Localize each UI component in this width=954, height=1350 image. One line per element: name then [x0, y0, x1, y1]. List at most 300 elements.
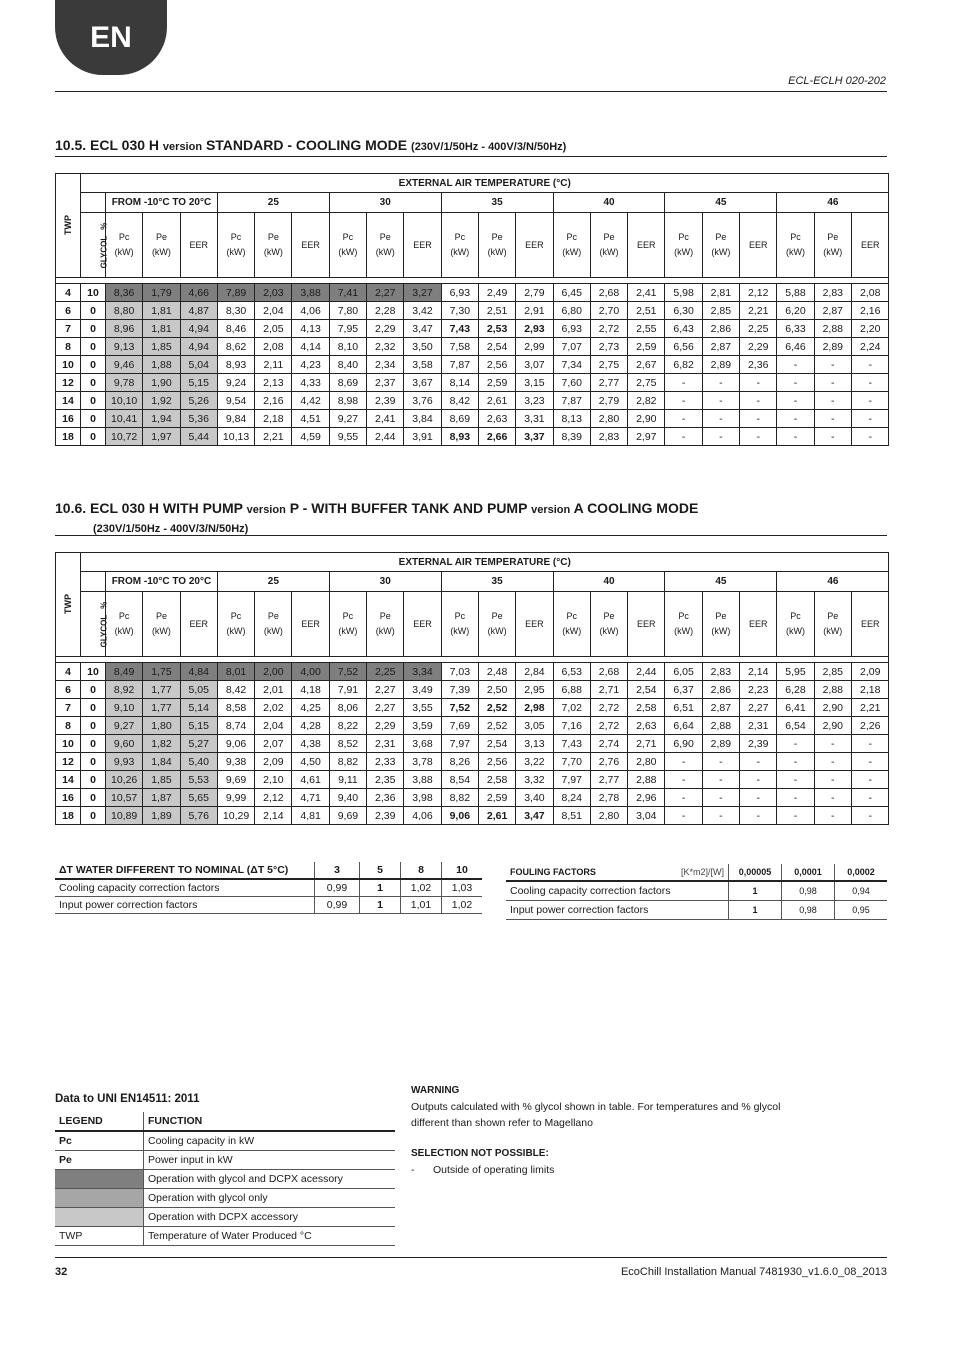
twp-cell: 8	[56, 717, 81, 735]
pc-unit: (kW)	[674, 247, 694, 257]
temperature-header: 25	[217, 193, 329, 213]
value-cell: 2,52	[478, 699, 515, 717]
pc-unit: (kW)	[450, 247, 470, 257]
value-cell: 2,51	[628, 302, 665, 320]
value-cell: 2,99	[516, 338, 553, 356]
value-cell: 7,70	[553, 753, 590, 771]
section-version-word: version	[246, 504, 286, 516]
value-cell: 4,06	[404, 807, 441, 825]
value-cell: 8,30	[217, 302, 254, 320]
value-cell: 2,04	[255, 717, 292, 735]
value-cell: -	[665, 410, 702, 428]
value-cell: 8,69	[329, 374, 366, 392]
section-title-10-5	[55, 137, 566, 153]
pe-label: Pe	[491, 232, 503, 242]
pe-label: Pe	[267, 232, 279, 242]
value-cell: 8,26	[441, 753, 478, 771]
value-cell: 8,51	[553, 807, 590, 825]
value-cell: 9,78	[106, 374, 143, 392]
delta-t-value: 1,02	[442, 897, 483, 914]
value-cell: 6,90	[665, 735, 702, 753]
table-row	[56, 284, 889, 302]
value-cell: 7,03	[441, 663, 478, 681]
eer-header: EER	[292, 213, 329, 278]
fouling-value: 1	[729, 881, 782, 901]
value-cell: 3,49	[404, 681, 441, 699]
value-cell: 6,20	[777, 302, 814, 320]
value-cell: 4,38	[292, 735, 329, 753]
value-cell: 1,85	[143, 771, 180, 789]
value-cell: -	[702, 807, 739, 825]
value-cell: 4,28	[292, 717, 329, 735]
section-title-10-6	[55, 500, 698, 516]
value-cell: -	[777, 789, 814, 807]
delta-t-value: 1	[360, 879, 401, 897]
pe-unit: (kW)	[375, 626, 395, 636]
value-cell: 3,59	[404, 717, 441, 735]
value-cell: 6,28	[777, 681, 814, 699]
value-cell: 2,11	[255, 356, 292, 374]
selection-text: Outside of operating limits	[433, 1164, 555, 1176]
fouling-col: 0,0002	[835, 864, 888, 881]
glycol-cell: 0	[81, 374, 106, 392]
glycol-unit: %	[99, 222, 109, 230]
legend-row	[55, 1131, 395, 1151]
value-cell: 6,82	[665, 356, 702, 374]
value-cell: -	[851, 374, 889, 392]
value-cell: 2,33	[367, 753, 404, 771]
value-cell: 2,29	[367, 320, 404, 338]
table-row	[56, 663, 889, 681]
value-cell: 2,16	[851, 302, 889, 320]
value-cell: 2,09	[851, 663, 889, 681]
value-cell: 7,87	[441, 356, 478, 374]
value-cell: -	[740, 428, 777, 446]
value-cell: 2,02	[255, 699, 292, 717]
pc-unit: (kW)	[785, 247, 805, 257]
value-cell: 2,86	[702, 681, 739, 699]
value-cell: 7,43	[553, 735, 590, 753]
fouling-factors-table	[506, 864, 887, 920]
value-cell: 3,22	[516, 753, 553, 771]
value-cell: 6,37	[665, 681, 702, 699]
value-cell: -	[851, 410, 889, 428]
value-cell: 3,15	[516, 374, 553, 392]
value-cell: 2,85	[702, 302, 739, 320]
value-cell: 2,31	[740, 717, 777, 735]
eer-header: EER	[180, 592, 217, 657]
value-cell: 2,59	[628, 338, 665, 356]
header-rule	[55, 91, 887, 92]
pe-header	[143, 592, 180, 657]
value-cell: 2,54	[478, 735, 515, 753]
glycol-cell: 0	[81, 356, 106, 374]
delta-t-value: 0,99	[315, 879, 360, 897]
value-cell: 2,54	[628, 681, 665, 699]
value-cell: 2,25	[367, 663, 404, 681]
value-cell: 8,80	[106, 302, 143, 320]
value-cell: 2,79	[590, 392, 627, 410]
value-cell: 10,29	[217, 807, 254, 825]
value-cell: 3,47	[516, 807, 553, 825]
glycol-cell: 0	[81, 681, 106, 699]
pe-label: Pe	[603, 232, 615, 242]
page-number: 32	[55, 1266, 68, 1278]
value-cell: 4,13	[292, 320, 329, 338]
glycol-cell: 10	[81, 663, 106, 681]
section-number: 10.5.	[55, 137, 87, 153]
pe-header	[814, 592, 851, 657]
table-row	[56, 410, 889, 428]
value-cell: 2,07	[255, 735, 292, 753]
value-cell: 2,14	[255, 807, 292, 825]
value-cell: 3,31	[516, 410, 553, 428]
glycol-header	[81, 592, 109, 657]
value-cell: 6,53	[553, 663, 590, 681]
twp-cell: 4	[56, 663, 81, 681]
legend-table	[55, 1112, 395, 1246]
value-cell: 8,93	[217, 356, 254, 374]
value-cell: 6,05	[665, 663, 702, 681]
value-cell: 2,90	[814, 699, 851, 717]
value-cell: 2,12	[255, 789, 292, 807]
value-cell: 2,76	[590, 753, 627, 771]
twp-cell: 16	[56, 410, 81, 428]
value-cell: 2,10	[255, 771, 292, 789]
value-cell: -	[702, 428, 739, 446]
value-cell: 2,56	[478, 753, 515, 771]
value-cell: 1,75	[143, 663, 180, 681]
value-cell: 9,06	[441, 807, 478, 825]
performance-table-pump	[55, 552, 889, 825]
value-cell: 2,86	[702, 320, 739, 338]
glycol-cell: 0	[81, 771, 106, 789]
temperature-header: 46	[777, 572, 889, 592]
value-cell: 2,59	[478, 374, 515, 392]
value-cell: 2,89	[814, 338, 851, 356]
pc-unit: (kW)	[226, 247, 246, 257]
section-power-supply-line	[93, 519, 248, 535]
pc-label: Pc	[118, 611, 130, 621]
value-cell: 8,96	[106, 320, 143, 338]
temperature-header: 40	[553, 193, 665, 213]
pe-label: Pe	[827, 611, 839, 621]
value-cell: 8,92	[106, 681, 143, 699]
value-cell: 8,69	[441, 410, 478, 428]
value-cell: -	[665, 753, 702, 771]
value-cell: -	[814, 374, 851, 392]
value-cell: 10,26	[106, 771, 143, 789]
value-cell: 8,01	[217, 663, 254, 681]
pe-header	[143, 213, 180, 278]
value-cell: 8,82	[329, 753, 366, 771]
performance-table-standard	[55, 173, 889, 446]
value-cell: 9,11	[329, 771, 366, 789]
value-cell: 2,88	[628, 771, 665, 789]
value-cell: 9,40	[329, 789, 366, 807]
value-cell: 8,39	[553, 428, 590, 446]
value-cell: 8,14	[441, 374, 478, 392]
value-cell: 9,54	[217, 392, 254, 410]
value-cell: 9,27	[329, 410, 366, 428]
pc-label: Pc	[790, 232, 801, 242]
table-row	[56, 374, 889, 392]
pe-unit: (kW)	[599, 247, 619, 257]
value-cell: 4,18	[292, 681, 329, 699]
pc-label: Pc	[566, 232, 577, 242]
value-cell: 2,88	[814, 320, 851, 338]
temperature-header: 30	[329, 572, 441, 592]
glycol-cell: 0	[81, 807, 106, 825]
fouling-row-label: Input power correction factors	[506, 901, 729, 920]
value-cell: 5,95	[777, 663, 814, 681]
value-cell: 4,59	[292, 428, 329, 446]
pe-unit: (kW)	[823, 247, 843, 257]
value-cell: 4,84	[180, 663, 217, 681]
value-cell: 5,36	[180, 410, 217, 428]
value-cell: 2,55	[628, 320, 665, 338]
value-cell: 7,39	[441, 681, 478, 699]
pe-unit: (kW)	[263, 247, 283, 257]
value-cell: 2,08	[851, 284, 889, 302]
eer-header: EER	[740, 213, 777, 278]
language-label: EN	[90, 20, 132, 54]
pe-label: Pe	[155, 232, 167, 242]
pc-header	[329, 213, 366, 278]
value-cell: -	[740, 374, 777, 392]
value-cell: 8,62	[217, 338, 254, 356]
value-cell: 2,27	[367, 681, 404, 699]
delta-t-value: 0,99	[315, 897, 360, 914]
section-model: ECL 030 H	[90, 137, 160, 153]
section-power-supply: (230V/1/50Hz - 400V/3/N/50Hz)	[411, 141, 567, 153]
glycol-cell: 0	[81, 392, 106, 410]
pc-label: Pc	[230, 611, 242, 621]
value-cell: 10,41	[106, 410, 143, 428]
value-cell: 2,12	[740, 284, 777, 302]
value-cell: -	[851, 789, 889, 807]
value-cell: 2,24	[851, 338, 889, 356]
glycol-header-spacer	[81, 193, 106, 213]
value-cell: 6,45	[553, 284, 590, 302]
value-cell: 2,26	[851, 717, 889, 735]
section-rule	[55, 156, 887, 157]
value-cell: 8,22	[329, 717, 366, 735]
value-cell: 2,23	[740, 681, 777, 699]
glycol-cell: 0	[81, 302, 106, 320]
value-cell: 3,27	[404, 284, 441, 302]
value-cell: 8,98	[329, 392, 366, 410]
value-cell: 2,44	[367, 428, 404, 446]
table-row	[56, 320, 889, 338]
value-cell: 2,28	[367, 302, 404, 320]
value-cell: 3,50	[404, 338, 441, 356]
twp-cell: 12	[56, 753, 81, 771]
fouling-value: 0,98	[782, 901, 835, 920]
value-cell: 2,82	[628, 392, 665, 410]
value-cell: 5,44	[180, 428, 217, 446]
value-cell: -	[740, 789, 777, 807]
value-cell: -	[740, 771, 777, 789]
twp-header-label: TWP	[63, 594, 73, 614]
value-cell: 8,42	[441, 392, 478, 410]
glycol-cell: 0	[81, 410, 106, 428]
value-cell: 2,61	[478, 392, 515, 410]
pc-header	[441, 213, 478, 278]
value-cell: 1,82	[143, 735, 180, 753]
pe-header	[478, 213, 515, 278]
value-cell: 2,39	[367, 392, 404, 410]
table-row	[56, 717, 889, 735]
value-cell: -	[740, 753, 777, 771]
value-cell: 2,58	[628, 699, 665, 717]
value-cell: 10,89	[106, 807, 143, 825]
value-cell: 2,18	[255, 410, 292, 428]
value-cell: -	[777, 392, 814, 410]
value-cell: 10,13	[217, 428, 254, 446]
value-cell: 2,37	[367, 374, 404, 392]
value-cell: 8,54	[441, 771, 478, 789]
pe-unit: (kW)	[375, 247, 395, 257]
value-cell: 1,81	[143, 302, 180, 320]
value-cell: 9,99	[217, 789, 254, 807]
table-row	[56, 789, 889, 807]
value-cell: 2,27	[740, 699, 777, 717]
pe-unit: (kW)	[151, 247, 171, 257]
value-cell: 3,47	[404, 320, 441, 338]
value-cell: 7,97	[553, 771, 590, 789]
value-cell: 2,90	[628, 410, 665, 428]
value-cell: 4,71	[292, 789, 329, 807]
twp-cell: 14	[56, 771, 81, 789]
fouling-value: 0,95	[835, 901, 888, 920]
section-mode-suffix: A COOLING MODE	[573, 500, 699, 516]
temperature-header: 30	[329, 193, 441, 213]
glycol-cell: 0	[81, 699, 106, 717]
value-cell: 2,80	[628, 753, 665, 771]
value-cell: 7,91	[329, 681, 366, 699]
value-cell: 3,34	[404, 663, 441, 681]
value-cell: 3,58	[404, 356, 441, 374]
value-cell: -	[814, 771, 851, 789]
value-cell: 2,44	[628, 663, 665, 681]
legend-head-function: FUNCTION	[144, 1112, 396, 1131]
pc-header	[217, 592, 254, 657]
value-cell: 2,72	[590, 320, 627, 338]
twp-header	[56, 174, 81, 278]
legend-function: Temperature of Water Produced °C	[144, 1227, 396, 1246]
pe-label: Pe	[379, 611, 391, 621]
value-cell: 9,93	[106, 753, 143, 771]
value-cell: 7,87	[553, 392, 590, 410]
pc-header	[106, 213, 143, 278]
twp-cell: 8	[56, 338, 81, 356]
value-cell: 2,36	[740, 356, 777, 374]
value-cell: -	[665, 771, 702, 789]
value-cell: -	[814, 789, 851, 807]
pe-header	[255, 213, 292, 278]
fouling-unit: [K*m2]/[W]	[650, 864, 729, 881]
value-cell: 1,77	[143, 699, 180, 717]
pc-label: Pc	[118, 232, 130, 242]
warning-title: WARNING	[411, 1085, 460, 1096]
value-cell: 6,33	[777, 320, 814, 338]
pc-label: Pc	[230, 232, 242, 242]
temperature-header: FROM -10°C TO 20°C	[106, 572, 218, 592]
pc-header	[553, 592, 590, 657]
value-cell: 2,41	[367, 410, 404, 428]
glycol-cell: 0	[81, 428, 106, 446]
value-cell: 2,00	[255, 663, 292, 681]
value-cell: 2,49	[478, 284, 515, 302]
pc-unit: (kW)	[338, 247, 358, 257]
value-cell: -	[814, 410, 851, 428]
twp-cell: 16	[56, 789, 81, 807]
legend-function: Operation with glycol only	[144, 1189, 396, 1208]
glycol-unit: %	[99, 601, 109, 609]
value-cell: 4,00	[292, 663, 329, 681]
value-cell: 2,75	[628, 374, 665, 392]
fouling-value: 0,94	[835, 881, 888, 901]
pc-unit: (kW)	[114, 247, 134, 257]
delta-t-value: 1,03	[442, 879, 483, 897]
eer-header: EER	[851, 592, 889, 657]
value-cell: 2,73	[590, 338, 627, 356]
selection-item	[411, 1162, 791, 1178]
value-cell: 2,96	[628, 789, 665, 807]
value-cell: 2,80	[590, 410, 627, 428]
value-cell: 2,78	[590, 789, 627, 807]
glycol-header-label	[99, 601, 108, 647]
value-cell: 2,61	[478, 807, 515, 825]
value-cell: 7,34	[553, 356, 590, 374]
pc-label: Pc	[342, 611, 354, 621]
pc-header	[777, 213, 814, 278]
value-cell: 2,51	[478, 302, 515, 320]
legend-function: Power input in kW	[144, 1151, 396, 1170]
value-cell: 3,55	[404, 699, 441, 717]
value-cell: -	[814, 807, 851, 825]
pc-label: Pc	[678, 232, 689, 242]
twp-cell: 14	[56, 392, 81, 410]
eer-header: EER	[404, 592, 441, 657]
value-cell: -	[851, 753, 889, 771]
value-cell: 2,52	[478, 717, 515, 735]
glycol-cell: 10	[81, 284, 106, 302]
legend-row	[55, 1151, 395, 1170]
value-cell: 3,32	[516, 771, 553, 789]
value-cell: 3,67	[404, 374, 441, 392]
delta-t-row-label: Cooling capacity correction factors	[55, 879, 315, 897]
legend-row	[55, 1208, 395, 1227]
value-cell: 5,05	[180, 681, 217, 699]
pe-unit: (kW)	[487, 247, 507, 257]
value-cell: 1,77	[143, 681, 180, 699]
value-cell: 1,92	[143, 392, 180, 410]
pe-header	[590, 213, 627, 278]
pc-label: Pc	[566, 611, 577, 621]
pe-header	[367, 213, 404, 278]
delta-t-value: 1,01	[401, 897, 442, 914]
pe-header	[702, 213, 739, 278]
value-cell: -	[665, 374, 702, 392]
section-model: ECL 030 H WITH PUMP	[90, 500, 243, 516]
value-cell: 9,84	[217, 410, 254, 428]
twp-header	[56, 553, 81, 657]
twp-cell: 6	[56, 681, 81, 699]
fouling-row-label: Cooling capacity correction factors	[506, 881, 729, 901]
legend-key: TWP	[55, 1227, 144, 1246]
